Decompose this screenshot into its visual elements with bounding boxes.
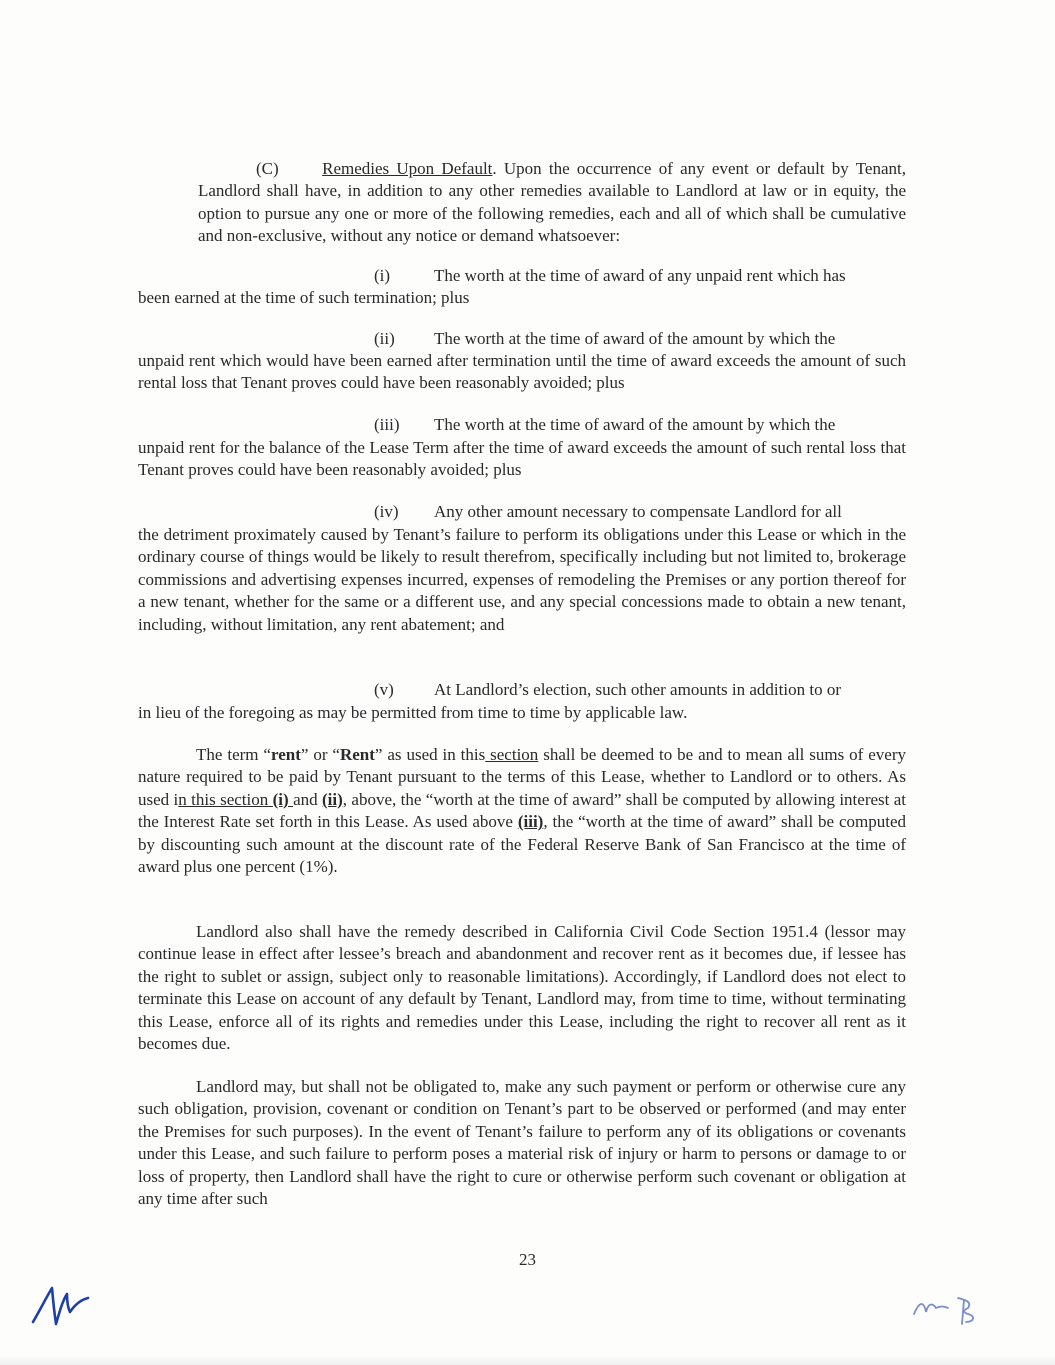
item-iii-label: (iii) xyxy=(374,415,400,434)
section-c-paragraph xyxy=(198,158,906,248)
item-iii-rest: unpaid rent for the balance of the Lease Term after the time of award exceeds the amount of such rental loss that Tenant proves could have been reasonably avoided; plus xyxy=(138,438,906,480)
item-ii-first-line: The worth at the time of award of the amount by which the xyxy=(434,329,836,348)
item-ii-rest: unpaid rent which would have been earned after termination until the time of award exceeds the amount of such rental loss that Tenant proves could have been reasonably avoided; plus xyxy=(138,351,906,393)
initials-signature-left xyxy=(30,1280,100,1330)
section-reference-2: n this section xyxy=(178,789,273,809)
item-v-first-line: At Landlord’s election, such other amounts in addition to or xyxy=(434,680,841,699)
ref-ii: (ii) xyxy=(322,789,343,809)
rent-text-5: and xyxy=(293,789,322,809)
section-c-heading: Remedies Upon Default xyxy=(322,159,493,178)
ref-iii: (iii) xyxy=(517,812,544,832)
item-v-rest: in lieu of the foregoing as may be permitted from time to time by applicable law. xyxy=(138,703,688,722)
term-rent-lower: rent xyxy=(270,745,301,764)
rent-text-2: ” or “ xyxy=(300,745,340,764)
civil-code-paragraph: Landlord also shall have the remedy described in California Civil Code Section 1951.4 (lessor may continue lease in effect after lessee’s breach and abandonment and recover rent as it becomes due, if lessee has the right to sublet or assign, subject only to reasonable limitations). Accordingly, if Landlord does not elect to terminate this Lease on account of any default by Tenant, Landlord may, from time to time, without terminating this Lease, enforce all of its rights and remedies under this Lease, including the right to recover all rent as it becomes due. xyxy=(138,922,906,1054)
section-reference: section xyxy=(485,745,539,764)
rent-text-7: , the “worth at the time of award” shall be computed by discounting such amount at the discount rate of the Federal Reserve Bank of San Francisco at the time of award plus one percent (1%). xyxy=(138,812,906,877)
rent-text-6: , above, the “worth at the time of award” shall be computed by allowing interest at the Interest Rate set forth in this Lease. As used above xyxy=(138,789,907,832)
page-edge-shadow xyxy=(0,1355,1055,1365)
item-iv-rest: the detriment proximately caused by Tenant’s failure to perform its obligations under this Lease or which in the ordinary course of things would be likely to result therefrom, specifically including but not limited to, brokerage commissions and advertising expenses incurred, expenses of remodeling the Premises or any portion thereof for a new tenant, whether for the same or a different use, and any special concessions made to obtain a new tenant, including, without limitation, any rent abatement; and xyxy=(138,525,906,634)
page-number: 23 xyxy=(519,1250,536,1269)
item-i-first-line: The worth at the time of award of any unpaid rent which has xyxy=(434,266,846,285)
section-c-body: . Upon the occurrence of any event or default by Tenant, Landlord shall have, in addition to any other remedies available to Landlord at law or in equity, the option to pursue any one or more of the following remedies, each and all of which shall be cumulative and non-exclusive, without any notice or demand whatsoever: xyxy=(198,159,906,246)
item-i-label: (i) xyxy=(374,266,391,285)
section-c-label: (C) xyxy=(256,159,279,178)
item-iii-first-line: The worth at the time of award of the amount by which the xyxy=(434,415,836,434)
item-iv-first-line: Any other amount necessary to compensate Landlord for all xyxy=(434,502,842,521)
rent-text-3: ” as used in this xyxy=(374,745,486,764)
item-v-label: (v) xyxy=(374,680,394,699)
ref-i: (i) xyxy=(272,789,294,809)
item-ii-label: (ii) xyxy=(374,329,395,348)
term-rent-upper: Rent xyxy=(339,745,375,764)
item-iv-label: (iv) xyxy=(374,502,399,521)
item-i-rest: been earned at the time of such termination; plus xyxy=(138,288,470,307)
landlord-cure-paragraph: Landlord may, but shall not be obligated to, make any such payment or perform or otherwise cure any such obligation, provision, covenant or condition on Tenant’s part to be observed or performed (and may enter the Premises for such purposes). In the event of Tenant’s failure to perform any of its obligations or covenants under this Lease, and such failure to perform poses a material risk of injury or harm to persons or damage to or loss of property, then Landlord shall have the right to cure or otherwise perform such covenant or obligation at any time after such xyxy=(138,1077,906,1209)
rent-text-4: shall be deemed to be and to mean all sums of every nature required to be paid by Tenant pursuant to the terms of this Lease, whether to Landlord or to others. As used i xyxy=(138,745,906,809)
rent-text-1: The term “ xyxy=(196,745,271,764)
initials-signature-right xyxy=(910,1290,990,1330)
rent-definition-paragraph xyxy=(138,744,906,878)
